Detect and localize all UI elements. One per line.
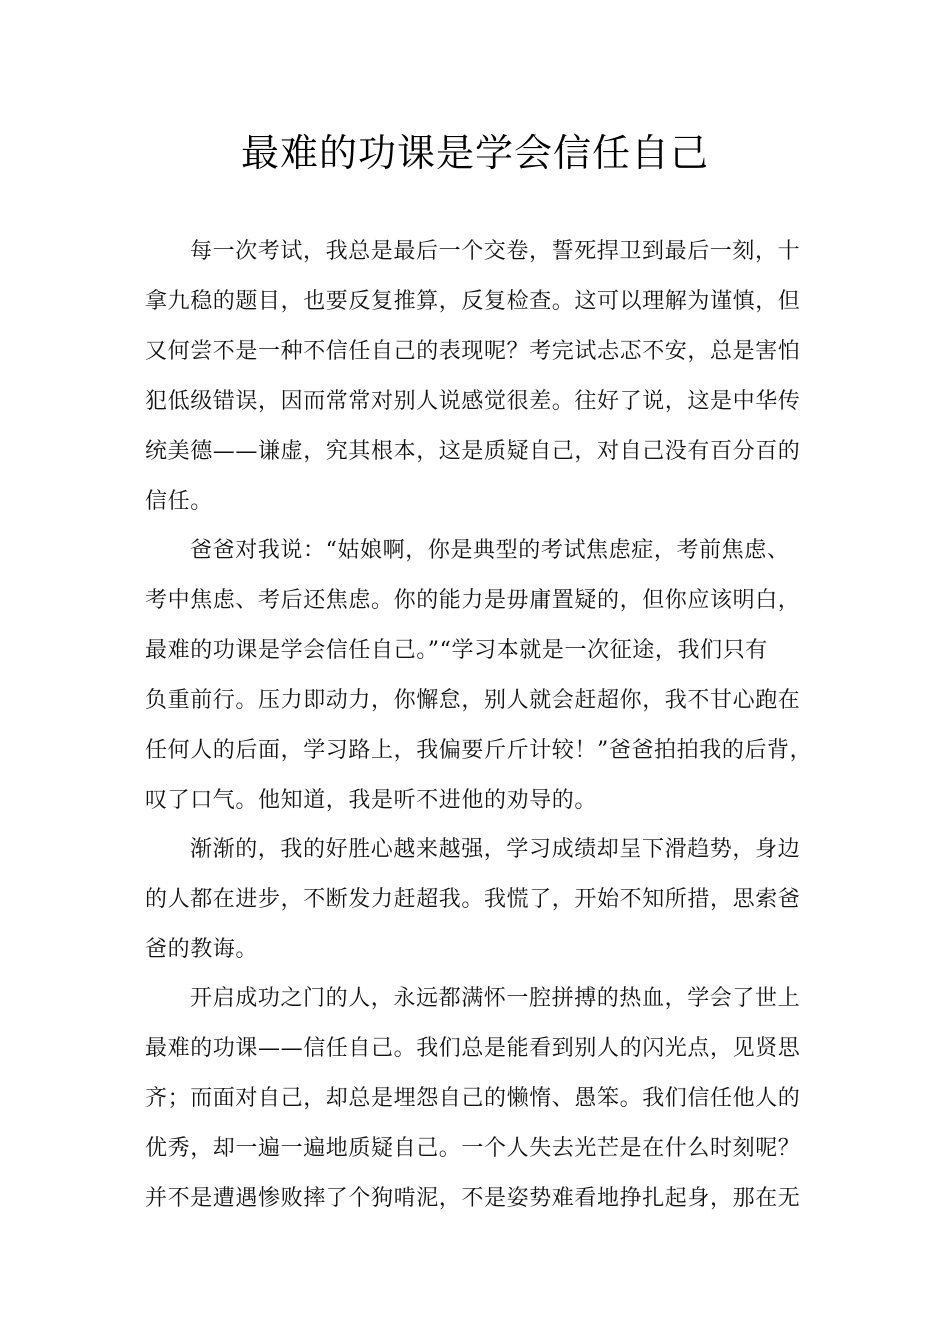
paragraph-2-line-3: 最难的功课是学会信任自己。”“学习本就是一次征途，我们只有 xyxy=(145,638,768,663)
paragraph-1-line-4: 犯低级错误，因而常常对别人说感觉很差。往好了说，这是中华传 xyxy=(145,389,801,414)
paragraph-3-line-3: 爸的教诲。 xyxy=(145,937,259,962)
paragraph-2-line-6: 叹了口气。他知道，我是听不进他的劝导的。 xyxy=(145,788,598,813)
paragraph-2-line-5: 任何人的后面，学习路上，我偏要斤斤计较！”爸爸拍拍我的后背， xyxy=(145,738,813,763)
paragraph-4-line-1: 开启成功之门的人，永远都满怀一腔拼搏的热血，学会了世上 xyxy=(190,986,801,1011)
paragraph-1-line-6: 信任。 xyxy=(145,489,213,514)
document-title: 最难的功课是学会信任自己 xyxy=(240,131,709,175)
paragraph-1-line-3: 又何尝不是一种不信任自己的表现呢？考完试忐忑不安，总是害怕 xyxy=(145,339,801,364)
paragraph-1-line-5: 统美德——谦虚，究其根本，这是质疑自己，对自己没有百分百的 xyxy=(145,439,801,464)
paragraph-4-line-3: 齐；而面对自己，却总是埋怨自己的懒惰、愚笨。我们信任他人的 xyxy=(145,1086,801,1111)
paragraph-2-line-2: 考中焦虑、考后还焦虑。你的能力是毋庸置疑的，但你应该明白， xyxy=(145,588,801,613)
paragraph-1-line-2: 拿九稳的题目，也要反复推算，反复检查。这可以理解为谨慎，但 xyxy=(145,289,801,314)
paragraph-1-line-1: 每一次考试，我总是最后一个交卷，誓死捍卫到最后一刻，十 xyxy=(190,239,801,264)
paragraph-4-line-5: 并不是遭遇惨败摔了个狗啃泥，不是姿势难看地挣扎起身，那在无 xyxy=(145,1186,801,1211)
paragraph-2-line-4: 负重前行。压力即动力，你懈怠，别人就会赶超你，我不甘心跑在 xyxy=(145,688,801,713)
paragraph-4-line-4: 优秀，却一遍一遍地质疑自己。一个人失去光芒是在什么时刻呢？ xyxy=(145,1136,801,1161)
paragraph-2-line-1: 爸爸对我说：“姑娘啊，你是典型的考试焦虑症，考前焦虑、 xyxy=(190,538,790,563)
paragraph-3-line-1: 渐渐的，我的好胜心越来越强，学习成绩却呈下滑趋势，身边 xyxy=(190,837,801,862)
paragraph-3-line-2: 的人都在进步，不断发力赶超我。我慌了，开始不知所措，思索爸 xyxy=(145,887,801,912)
paragraph-4-line-2: 最难的功课——信任自己。我们总是能看到别人的闪光点，见贤思 xyxy=(145,1036,801,1061)
